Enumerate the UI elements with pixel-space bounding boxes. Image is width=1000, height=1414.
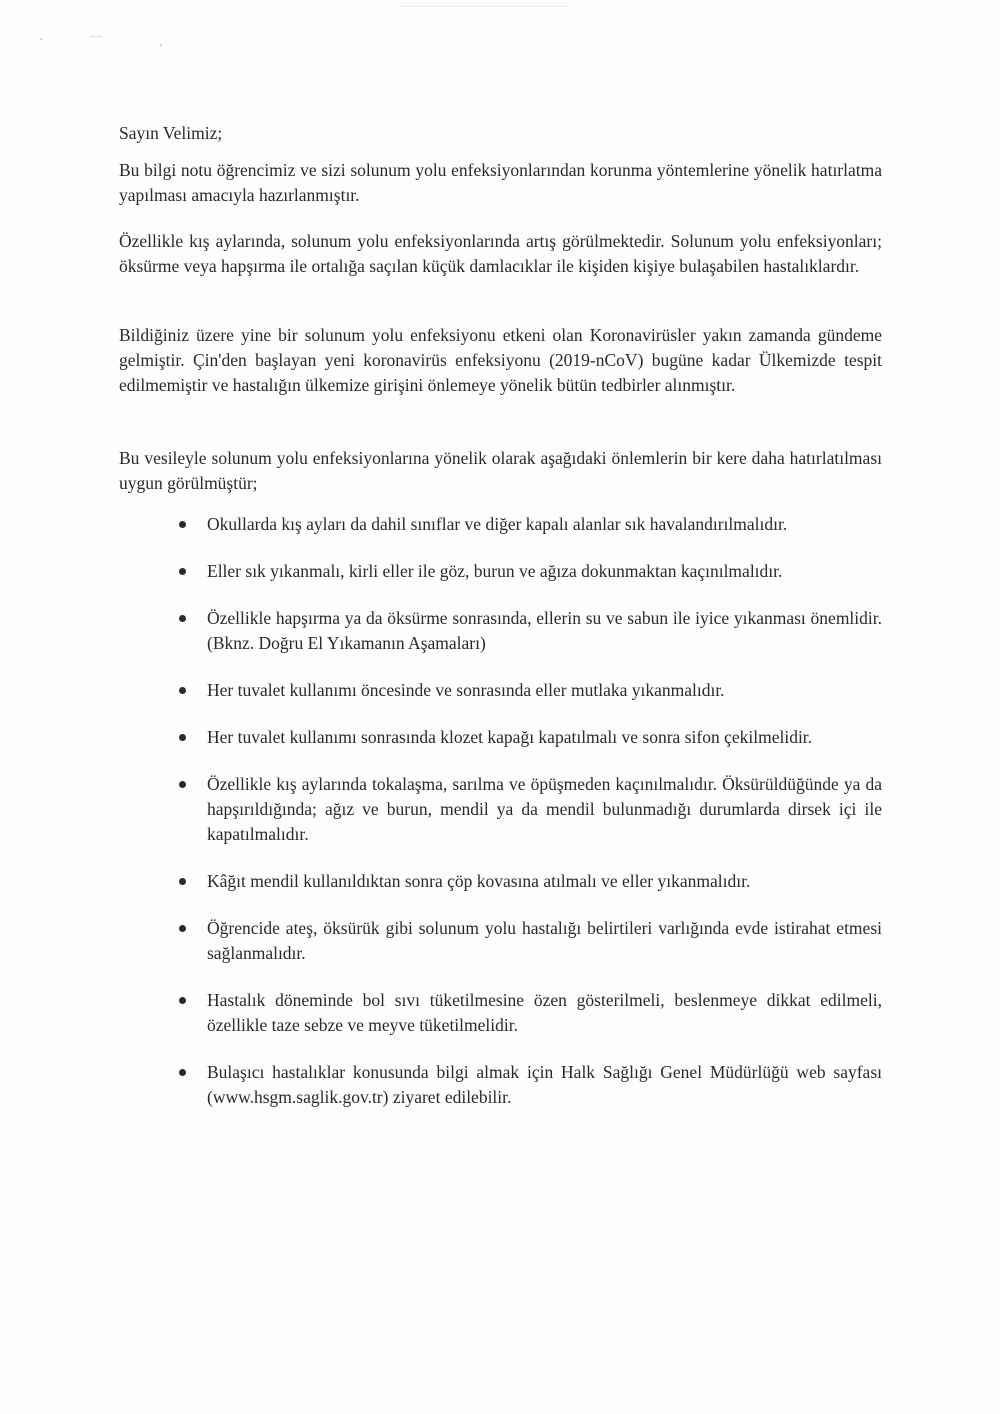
- list-item-text: Her tuvalet kullanımı sonrasında klozet kapağı kapatılmalı ve sonra sifon çekilmelidir.: [207, 727, 813, 747]
- scan-artifact: [160, 44, 162, 47]
- list-item: [176, 988, 882, 1038]
- list-item-text: Kâğıt mendil kullanıldıktan sonra çöp kovasına atılmalı ve eller yıkanmalıdır.: [207, 871, 751, 891]
- list-item: [176, 772, 882, 847]
- coronavirus-paragraph: Bildiğiniz üzere yine bir solunum yolu enfeksiyonu etkeni olan Koronavirüsler yakın zamanda gündeme gelmiştir. Çin'den başlayan yeni koronavirüs enfeksiyonu (2019-nCoV) bugüne kadar Ülkemizde tespit edilmemiştir ve hastalığın ülkemize girişini önlemeye yönelik bütün tedbirler alınmıştır.: [119, 325, 882, 395]
- list-item: [176, 678, 882, 703]
- list-item-text: Hastalık döneminde bol sıvı tüketilmesine özen gösterilmeli, beslenmeye dikkat edilmeli, özellikle taze sebze ve meyve tüketilmelidir.: [207, 990, 882, 1035]
- list-item-text: Özellikle hapşırma ya da öksürme sonrasında, ellerin su ve sabun ile iyice yıkanması önemlidir. (Bknz. Doğru El Yıkamanın Aşamaları): [207, 608, 882, 653]
- list-item: [176, 725, 882, 750]
- bullet-icon: [179, 878, 186, 885]
- bullet-icon: [179, 1069, 186, 1076]
- list-item-text: Öğrencide ateş, öksürük gibi solunum yolu hastalığı belirtileri varlığında evde istirahat etmesi sağlanmalıdır.: [207, 918, 882, 963]
- list-item: [176, 606, 882, 656]
- list-item: [176, 869, 882, 894]
- list-item-text: Her tuvalet kullanımı öncesinde ve sonrasında eller mutlaka yıkanmalıdır.: [207, 680, 725, 700]
- list-item: [176, 916, 882, 966]
- bullet-icon: [179, 781, 186, 788]
- precautions-list: [176, 512, 882, 1132]
- scan-artifact: [90, 36, 102, 37]
- winter-infection-paragraph: Özellikle kış aylarında, solunum yolu enfeksiyonlarında artış görülmektedir. Solunum yolu enfeksiyonları; öksürme veya hapşırma ile ortalığa saçılan küçük damlacıklar ile kişiden kişiye bulaşabilen hastalıklardır.: [119, 231, 882, 276]
- scan-artifact: [40, 38, 43, 40]
- letter-greeting: Sayın Velimiz;: [119, 123, 223, 143]
- list-item-text: Eller sık yıkanmalı, kirli eller ile göz, burun ve ağıza dokunmaktan kaçınılmalıdır.: [207, 561, 783, 581]
- bullet-icon: [179, 734, 186, 741]
- list-item: [176, 559, 882, 584]
- bullet-icon: [179, 615, 186, 622]
- list-item-text: Okullarda kış ayları da dahil sınıflar ve diğer kapalı alanlar sık havalandırılmalıdır.: [207, 514, 788, 534]
- scan-artifact: [400, 6, 570, 7]
- list-item: [176, 512, 882, 537]
- list-item-text: Özellikle kış aylarında tokalaşma, sarılma ve öpüşmeden kaçınılmalıdır. Öksürüldüğünde ya da hapşırıldığında; ağız ve burun, mendil ya da mendil bulunmadığı durumlarda dirsek içi ile kapatılmalıdır.: [207, 774, 882, 844]
- intro-paragraph: Bu bilgi notu öğrencimiz ve sizi solunum yolu enfeksiyonlarından korunma yöntemlerine yönelik hatırlatma yapılması amacıyla hazırlanmıştır.: [119, 160, 882, 205]
- bullet-icon: [179, 521, 186, 528]
- bullet-icon: [179, 997, 186, 1004]
- bullet-icon: [179, 925, 186, 932]
- bullet-icon: [179, 687, 186, 694]
- list-item-text: Bulaşıcı hastalıklar konusunda bilgi almak için Halk Sağlığı Genel Müdürlüğü web sayfası (www.hsgm.saglik.gov.tr) ziyaret edilebilir.: [207, 1062, 882, 1107]
- list-item: [176, 1060, 882, 1110]
- bullet-icon: [179, 568, 186, 575]
- precautions-intro-paragraph: Bu vesileyle solunum yolu enfeksiyonlarına yönelik olarak aşağıdaki önlemlerin bir kere daha hatırlatılması uygun görülmüştür;: [119, 448, 882, 493]
